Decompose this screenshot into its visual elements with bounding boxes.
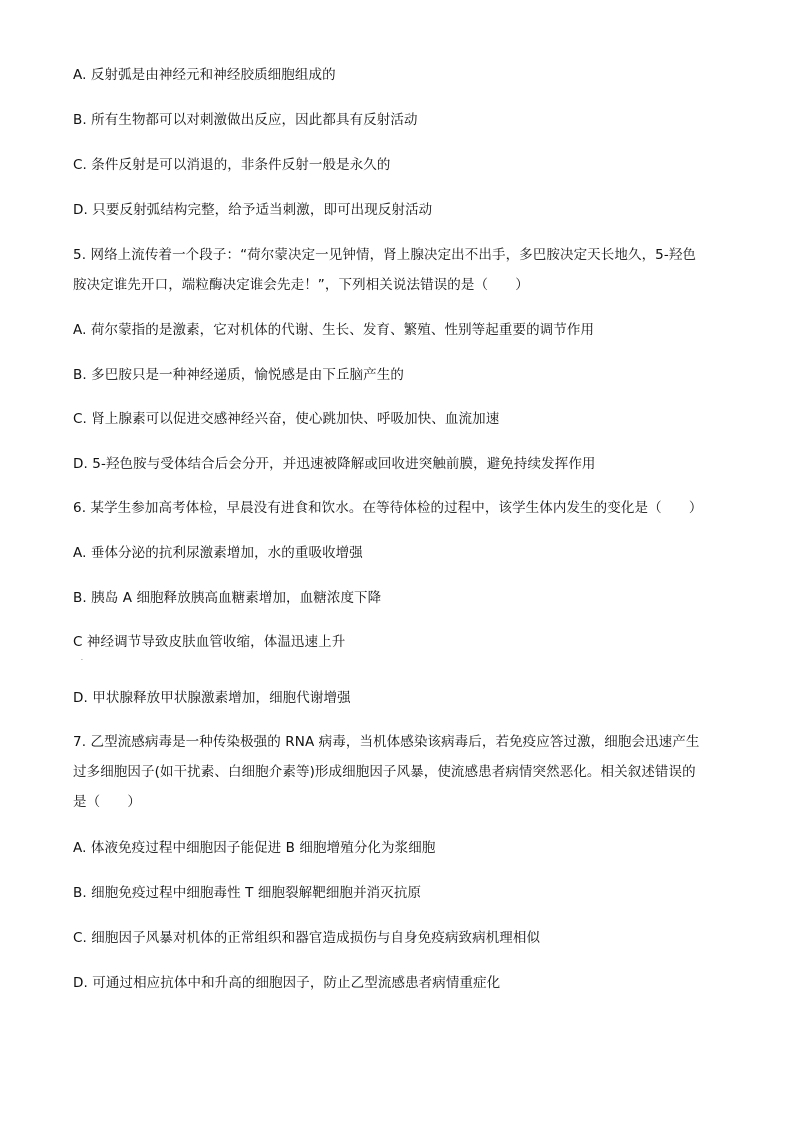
q5-option-a: A. 荷尔蒙指的是激素，它对机体的代谢、生长、发育、繁殖、性别等起重要的调节作用 <box>73 322 595 338</box>
q4-option-b: B. 所有生物都可以对刺激做出反应，因此都具有反射活动 <box>73 112 418 128</box>
q5-stem-line-2: 胺决定谁先开口，端粒酶决定谁会先走！”，下列相关说法错误的是（ ） <box>73 277 529 293</box>
q5-stem-line-1: 5. 网络上流传着一个段子：“荷尔蒙决定一见钟情，肾上腺决定出不出手，多巴胺决定天长地久，5-羟色 <box>73 247 697 263</box>
q7-option-d: D. 可通过相应抗体中和升高的细胞因子，防止乙型流感患者病情重症化 <box>73 975 501 991</box>
q6-stem: 6. 某学生参加高考体检，早晨没有进食和饮水。在等待体检的过程中，该学生体内发生的变化是（ ） <box>73 500 703 516</box>
q6-option-a: A. 垂体分泌的抗利尿激素增加，水的重吸收增强 <box>73 545 363 561</box>
stray-dot-mark: . <box>81 655 83 662</box>
q5-option-b: B. 多巴胺只是一种神经递质，愉悦感是由下丘脑产生的 <box>73 367 404 383</box>
q6-option-c: C 神经调节导致皮肤血管收缩，体温迅速上升 <box>73 634 346 650</box>
q7-stem-line-2: 过多细胞因子(如干扰素、白细胞介素等)形成细胞因子风暴，使流感患者病情突然恶化。相关叙述错误的 <box>73 764 696 780</box>
q5-option-c: C. 肾上腺素可以促进交感神经兴奋，使心跳加快、呼吸加快、血流加速 <box>73 411 500 427</box>
q7-option-c: C. 细胞因子风暴对机体的正常组织和器官造成损伤与自身免疫病致病机理相似 <box>73 930 541 946</box>
q4-option-a: A. 反射弧是由神经元和神经胶质细胞组成的 <box>73 67 336 83</box>
q7-stem-line-1: 7. 乙型流感病毒是一种传染极强的 RNA 病毒，当机体感染该病毒后，若免疫应答过激，细胞会迅速产生 <box>73 734 700 750</box>
q6-option-d: D. 甲状腺释放甲状腺激素增加，细胞代谢增强 <box>73 690 351 706</box>
q5-option-d: D. 5-羟色胺与受体结合后会分开，并迅速被降解或回收进突触前膜，避免持续发挥作用 <box>73 456 596 472</box>
q7-option-a: A. 体液免疫过程中细胞因子能促进 B 细胞增殖分化为浆细胞 <box>73 840 436 856</box>
q4-option-d: D. 只要反射弧结构完整，给予适当刺激，即可出现反射活动 <box>73 202 433 218</box>
q6-option-b: B. 胰岛 A 细胞释放胰高血糖素增加，血糖浓度下降 <box>73 590 382 606</box>
q7-stem-line-3: 是（ ） <box>73 794 141 810</box>
q4-option-c: C. 条件反射是可以消退的，非条件反射一般是永久的 <box>73 157 391 173</box>
q7-option-b: B. 细胞免疫过程中细胞毒性 T 细胞裂解靶细胞并消灭抗原 <box>73 885 422 901</box>
